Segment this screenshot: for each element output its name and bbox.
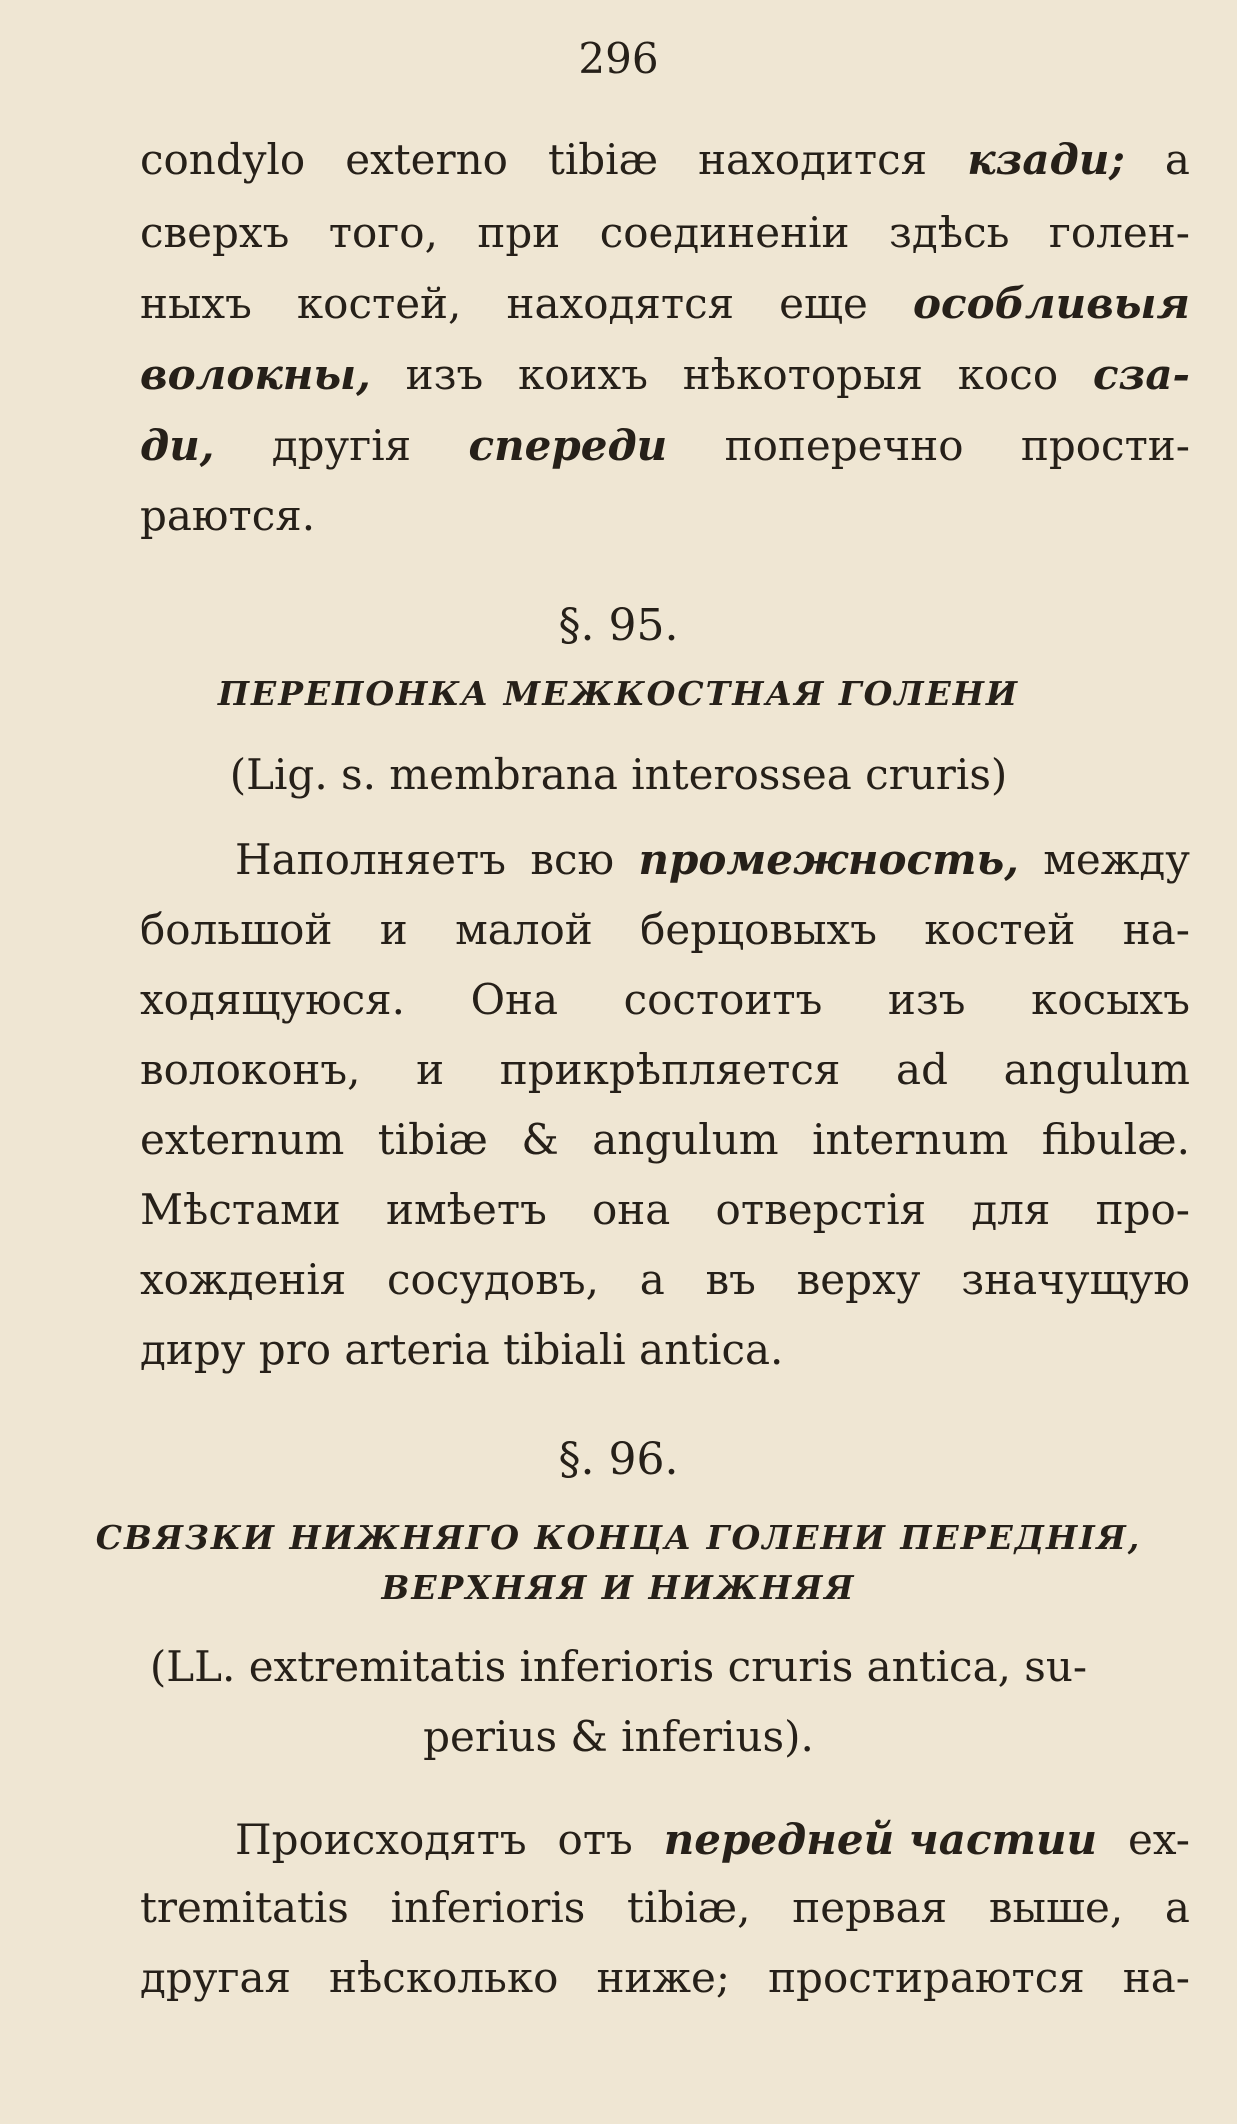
- word: Наполняетъ: [235, 835, 506, 884]
- word: а: [1164, 1883, 1190, 1932]
- word: она: [592, 1185, 671, 1234]
- sec95-line-4: [140, 1042, 1190, 1098]
- para1-line-1: [140, 132, 1190, 188]
- word: еще: [779, 279, 868, 328]
- word: tibiæ: [547, 135, 659, 184]
- word: и: [416, 1045, 445, 1094]
- section-95-latin: (Lig. s. membrana interossea cruris): [229, 750, 1008, 799]
- word: externo: [345, 135, 508, 184]
- word: простираются: [768, 1953, 1085, 2002]
- word: tibiæ,: [627, 1883, 751, 1932]
- word: а: [1164, 135, 1190, 184]
- sec96-line-1: [235, 1812, 1190, 1868]
- word: значущую: [961, 1255, 1190, 1304]
- word: передней частии: [663, 1815, 1098, 1864]
- word: хожденiя: [140, 1255, 347, 1304]
- word: externum: [140, 1115, 345, 1164]
- word: волокны,: [140, 350, 371, 399]
- word: малой: [455, 905, 593, 954]
- word: ныхъ: [140, 279, 252, 328]
- word: отъ: [557, 1815, 633, 1864]
- word: имѣетъ: [386, 1185, 547, 1234]
- word: здѣсь: [888, 208, 1010, 257]
- word: для: [971, 1185, 1051, 1234]
- word: поперечно: [724, 421, 964, 470]
- word: коихъ: [518, 350, 648, 399]
- word: соединенiи: [599, 208, 850, 257]
- page-number: 296: [578, 34, 659, 83]
- sec95-line-8: диру pro arteria tibiali antica.: [140, 1325, 784, 1374]
- word: отверстiя: [715, 1185, 927, 1234]
- word: прикрѣпляется: [499, 1045, 841, 1094]
- section-95-number: §. 95.: [558, 600, 679, 651]
- word: сза-: [1092, 350, 1190, 399]
- word: нѣсколько: [328, 1953, 559, 2002]
- word: прости-: [1020, 421, 1190, 470]
- section-96-heading-line-1: СВЯЗКИ НИЖНЯГО КОНЦА ГОЛЕНИ ПЕРЕДНIЯ,: [95, 1518, 1142, 1557]
- sec95-line-7: [140, 1252, 1190, 1308]
- word: голен-: [1048, 208, 1190, 257]
- word: ди,: [140, 421, 215, 470]
- word: костей: [924, 905, 1076, 954]
- word: берцовыхъ: [640, 905, 877, 954]
- sec96-line-3: [140, 1950, 1190, 2006]
- word: состоитъ: [623, 975, 823, 1024]
- word: condylo: [140, 135, 306, 184]
- sec95-line-1: [235, 832, 1190, 888]
- sec95-line-5: [140, 1112, 1190, 1168]
- word: костей,: [296, 279, 462, 328]
- sec96-line-2: [140, 1880, 1190, 1936]
- para1-line-2: [140, 205, 1190, 261]
- word: ex-: [1128, 1815, 1190, 1864]
- word: промежность,: [638, 835, 1019, 884]
- sec95-line-6: [140, 1182, 1190, 1238]
- section-95-heading: ПЕРЕПОНКА МЕЖКОСТНАЯ ГОЛЕНИ: [217, 674, 1020, 713]
- word: на-: [1122, 905, 1190, 954]
- word: сверхъ: [140, 208, 290, 257]
- word: про-: [1095, 1185, 1190, 1234]
- para1-line-4: [140, 347, 1190, 403]
- word: и: [379, 905, 408, 954]
- para1-line-5: [140, 418, 1190, 474]
- word: inferioris: [390, 1883, 586, 1932]
- word: большой: [140, 905, 333, 954]
- word: косыхъ: [1031, 975, 1190, 1024]
- word: другiя: [271, 421, 412, 470]
- word: ниже;: [596, 1953, 731, 2002]
- word: angulum: [1003, 1045, 1190, 1094]
- para1-line-3: [140, 276, 1190, 332]
- word: при: [477, 208, 561, 257]
- word: въ: [705, 1255, 756, 1304]
- para1-line-6: раются.: [140, 491, 316, 540]
- word: fibulæ.: [1041, 1115, 1190, 1164]
- word: Мѣстами: [140, 1185, 341, 1234]
- sec95-line-2: [140, 902, 1190, 958]
- word: спереди: [468, 421, 668, 470]
- word: другая: [140, 1953, 291, 2002]
- word: angulum: [592, 1115, 779, 1164]
- word: находятся: [506, 279, 735, 328]
- word: нѣкоторыя: [682, 350, 923, 399]
- word: на-: [1122, 1953, 1190, 2002]
- word: между: [1043, 835, 1190, 884]
- word: кзади;: [967, 135, 1125, 184]
- word: Она: [470, 975, 559, 1024]
- word: косо: [957, 350, 1059, 399]
- section-96-latin-line-1: (LL. extremitatis inferioris cruris antica, su-: [149, 1642, 1088, 1691]
- word: ходящуюся.: [140, 975, 406, 1024]
- section-96-latin-line-2: perius & inferius).: [423, 1712, 814, 1761]
- word: всю: [530, 835, 615, 884]
- word: &: [521, 1115, 559, 1164]
- word: а: [639, 1255, 665, 1304]
- word: tibiæ: [377, 1115, 488, 1164]
- word: изъ: [887, 975, 966, 1024]
- word: особливыя: [912, 279, 1190, 328]
- word: ad: [896, 1045, 948, 1094]
- word: волоконъ,: [140, 1045, 361, 1094]
- word: Происходятъ: [235, 1815, 527, 1864]
- sec95-line-3: [140, 972, 1190, 1028]
- word: internum: [812, 1115, 1009, 1164]
- word: того,: [328, 208, 438, 257]
- section-96-number: §. 96.: [558, 1434, 679, 1485]
- word: tremitatis: [140, 1883, 349, 1932]
- word: изъ: [405, 350, 484, 399]
- word: первая: [792, 1883, 948, 1932]
- section-96-heading-line-2: ВЕРХНЯЯ И НИЖНЯЯ: [381, 1568, 856, 1607]
- word: выше,: [988, 1883, 1124, 1932]
- word: верху: [796, 1255, 921, 1304]
- word: сосудовъ,: [387, 1255, 599, 1304]
- word: находится: [698, 135, 928, 184]
